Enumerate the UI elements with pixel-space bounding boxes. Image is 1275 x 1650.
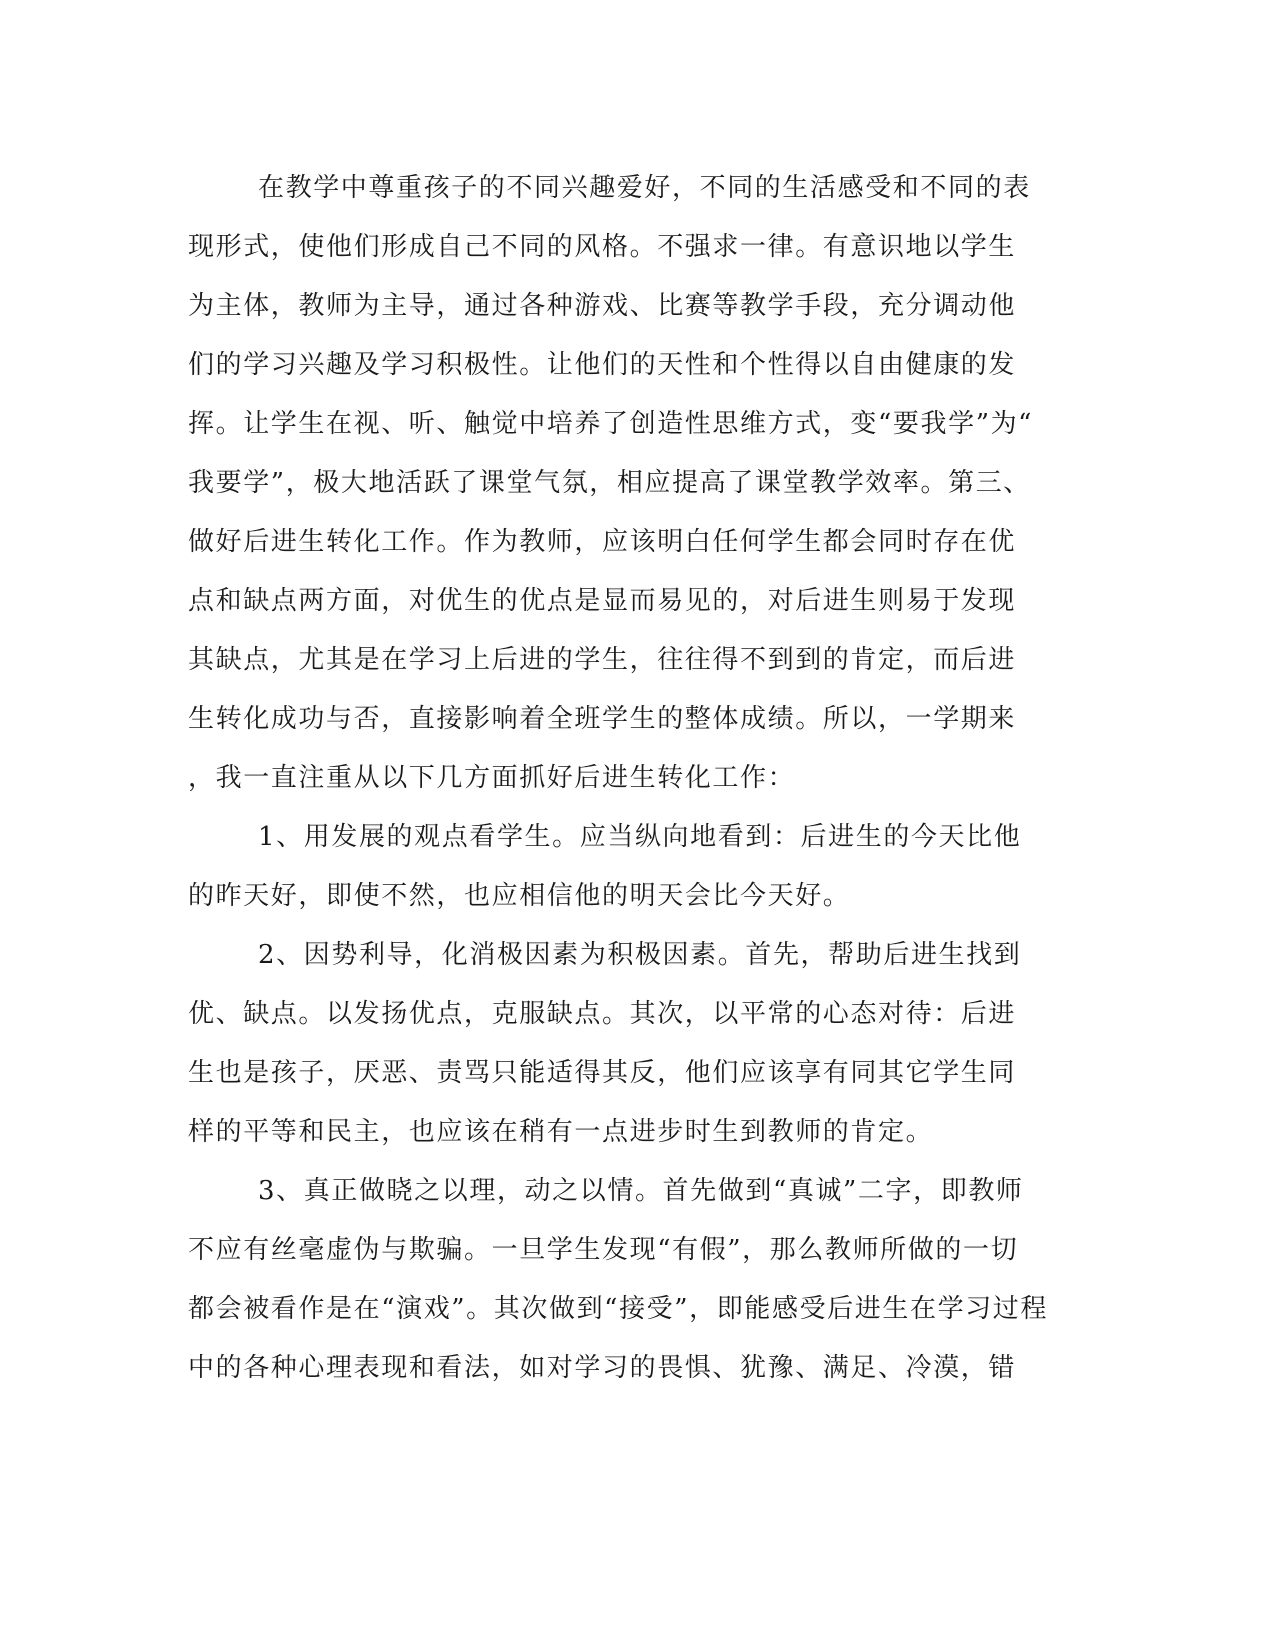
text-line: 挥。让学生在视、听、触觉中培养了创造性思维方式，变“要我学”为“ xyxy=(188,409,1034,439)
text-line: 样的平等和民主，也应该在稍有一点进步时生到教师的肯定。 xyxy=(188,1117,934,1147)
text-line: 在教学中尊重孩子的不同兴趣爱好，不同的生活感受和不同的表 xyxy=(258,173,1031,203)
text-line: 生转化成功与否，直接影响着全班学生的整体成绩。所以，一学期来 xyxy=(188,704,1017,734)
text-line: ，我一直注重从以下几方面抓好后进生转化工作： xyxy=(188,763,796,793)
text-line: 我要学”，极大地活跃了课堂气氛，相应提高了课堂教学效率。第三、 xyxy=(188,468,1031,498)
text-line: 优、缺点。以发扬优点，克服缺点。其次，以平常的心态对待：后进 xyxy=(188,999,1017,1029)
text-line: 的昨天好，即使不然，也应相信他的明天会比今天好。 xyxy=(188,881,851,911)
text-line: 生也是孩子，厌恶、责骂只能适得其反，他们应该享有同其它学生同 xyxy=(188,1058,1017,1088)
text-line: 其缺点，尤其是在学习上后进的学生，往往得不到到的肯定，而后进 xyxy=(188,645,1017,675)
text-line: 现形式，使他们形成自己不同的风格。不强求一律。有意识地以学生 xyxy=(188,232,1017,262)
text-line: 做好后进生转化工作。作为教师，应该明白任何学生都会同时存在优 xyxy=(188,527,1017,557)
text-line: 都会被看作是在“演戏”。其次做到“接受”，即能感受后进生在学习过程 xyxy=(188,1294,1048,1324)
list-item-line: 3、真正做晓之以理，动之以情。首先做到“真诚”二字，即教师 xyxy=(258,1176,1024,1206)
text-line: 不应有丝毫虚伪与欺骗。一旦学生发现“有假”，那么教师所做的一切 xyxy=(188,1235,1019,1265)
text-line: 们的学习兴趣及学习积极性。让他们的天性和个性得以自由健康的发 xyxy=(188,350,1017,380)
text-line: 为主体，教师为主导，通过各种游戏、比赛等教学手段，充分调动他 xyxy=(188,291,1017,321)
list-item-line: 1、用发展的观点看学生。应当纵向地看到：后进生的今天比他 xyxy=(258,822,1022,852)
text-line: 中的各种心理表现和看法，如对学习的畏惧、犹豫、满足、冷漠，错 xyxy=(188,1353,1017,1383)
text-line: 点和缺点两方面，对优生的优点是显而易见的，对后进生则易于发现 xyxy=(188,586,1017,616)
list-item-line: 2、因势利导，化消极因素为积极因素。首先，帮助后进生找到 xyxy=(258,940,1022,970)
